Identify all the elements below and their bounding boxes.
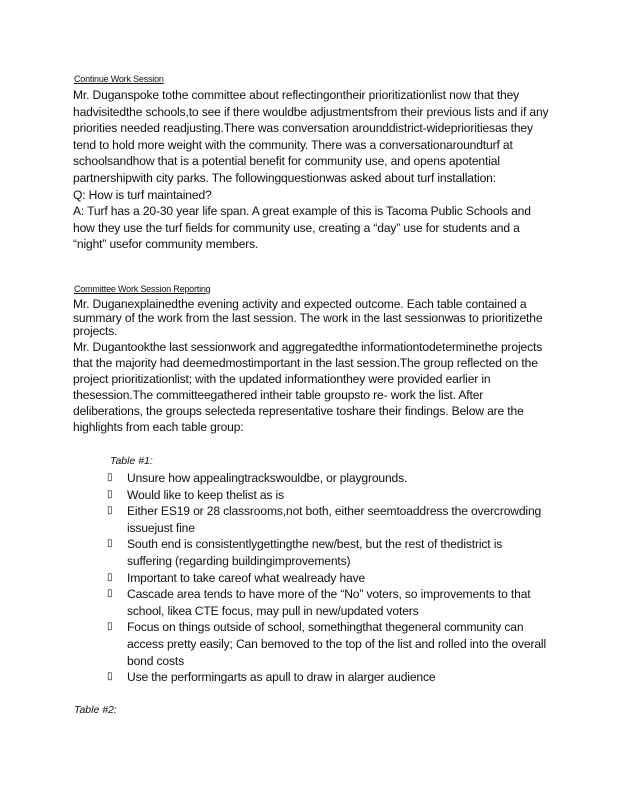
list-item: ▯ Use the performingarts as apull to draw in alarger audience	[107, 670, 436, 685]
bullet-icon: ▯	[107, 671, 113, 683]
bullet-icon: ▯	[107, 505, 113, 517]
question-paragraph: Q: How is turf maintained?	[73, 187, 212, 202]
list-item: ▯ Would like to keep thelist as is	[107, 487, 284, 502]
paragraph: Mr. Duganspoke tothe committee about reflectingontheir prioritizationlist now that they hadvisitedthe schools,to see if there wouldbe adjustmentsfrom their previous lists and if any priorities needed readjusting.There was conversation arounddistrict-wideprioritiesas they tend to hold more weight with the community. There was a conversationaroundturf at schoolsandhow that is a potential benefit for community use, and opens apotential partnershipwith city parks. The followingquestionwas asked about turf installation:	[73, 88, 549, 185]
bullet-icon: ▯	[107, 472, 113, 483]
bullet-icon: ▯	[107, 571, 113, 583]
section-body-continue-work-session	[73, 87, 551, 253]
table-1-highlights-list	[107, 470, 547, 686]
bullet-icon: ▯	[107, 588, 113, 600]
answer-paragraph: A: Turf has a 20-30 year life span. A great example of this is Tacoma Public Schools and how they use the turf fields for community use, creating a “day” use for students and a “night” usefor community members.	[73, 204, 531, 252]
paragraph: Mr. Dugantookthe last sessionwork and aggregatedthe informationtodeterminethe projects that the majority had deemedmostimportant in the last session.The group reflected on the project prioritizationlist; with the updated informationthey were provided earlier in thesession.The committeegathered intheir table groupsto re- work the list. After deliberations, the groups selecteda representative toshare their findings. Below are the highlights from each table group:	[73, 339, 543, 434]
section-body-committee-reporting	[73, 298, 551, 435]
bullet-icon: ▯	[107, 621, 113, 633]
section-heading-continue-work-session: Continue Work Session	[74, 74, 164, 84]
list-item: ▯ South end is consistentlygettingthe new/best, but the rest of thedistrict is suffering (regarding buildingimprovements)	[107, 537, 503, 568]
list-item: ▯ Important to take careof what wealready have	[107, 570, 366, 585]
bullet-icon: ▯	[107, 538, 113, 550]
bullet-icon: ▯	[107, 488, 113, 500]
list-item: ▯ Focus on things outside of school, somethingthat thegeneral community can access pretty easily; Can bemoved to the top of the list and rolled into the overall bond costs	[107, 620, 546, 668]
list-item: ▯ Either ES19 or 28 classrooms,not both, either seemtoaddress the overcrowding issuejust fine	[107, 504, 542, 535]
table-1-label: Table #1:	[110, 455, 153, 467]
table-2-label: Table #2:	[74, 704, 117, 716]
list-item: ▯ Cascade area tends to have more of the “No” voters, so improvements to that school, likea CTE focus, may pull in new/updated voters	[107, 587, 531, 618]
paragraph: Mr. Duganexplainedthe evening activity and expected outcome. Each table contained a summary of the work from the last session. The work in the last sessionwas to prioritizethe projects.	[73, 297, 543, 339]
section-heading-committee-work-session-reporting: Committee Work Session Reporting	[74, 284, 211, 294]
list-item: ▯ Unsure how appealingtrackswouldbe, or playgrounds.	[107, 471, 408, 485]
